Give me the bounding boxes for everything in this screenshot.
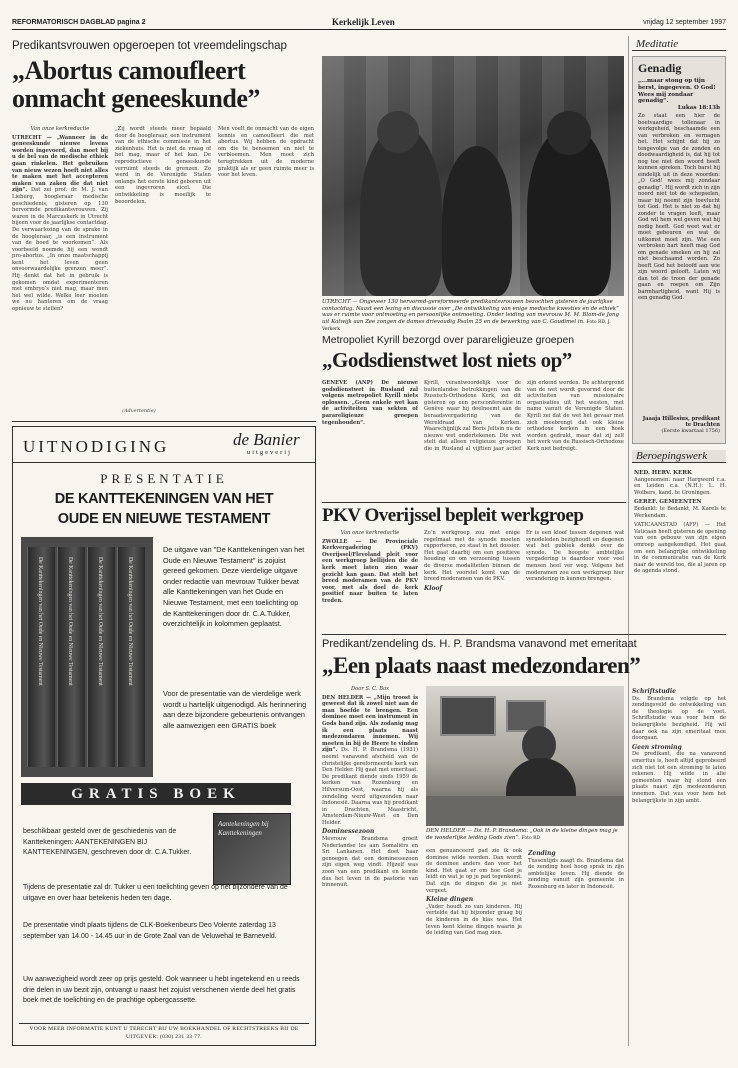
article3-col1 <box>322 530 418 630</box>
article1-col1 <box>12 126 108 406</box>
article1-byline: Van onze kerkredactie <box>30 126 90 132</box>
banier-brand: de Banier <box>233 430 300 449</box>
article2-body: Kyrill, verantwoordelijk voor de buitenlandse betrekkingen van de Russisch-Orthodoxe Kerk, zei dit gisteren op een persconferentie in Genève waar hij deelneemt aan de beraadsvergadering van de Wereldraad van Kerken. Waarschijnlijk zal Boris Jeltsin nu de nieuwe wet ondertekenen. Die wet stelt dat alleen religieuze groepen die in Rusland al vijftien jaar actief zijn erkend worden. De achtergrond van de wet wordt gevormd door de activiteiten van missionaire organisaties uit het westen, met name vanuit de Verenigde Staten. Kyrill zei dat de wet het gevaar met zich meebrengt dat ook kleine orthodoxe kerken in een hoek worden gedrukt, maar dat zij zelf het werk van de Russisch-Orthodoxe Kerk niet bedreigt. <box>424 380 624 452</box>
article3-lead: ZWOLLE — De Provinciale Kerkvergadering (PKV) Overijssel/Flevoland pleit voor een werkgroep bellijden die de kerk moet laten zien waar gezicht kan gaan. Dat stelt het breed moderamen van de PKV voor, met als doel de kerk positief naar buiten te laten treden. <box>322 538 418 604</box>
meditatie-author-note: (Eerste kwartaal 1756) <box>661 428 720 435</box>
book-set-image <box>21 537 153 777</box>
article4-body7: De predikant, die na vanavond emeritus is, heeft altijd geprobeerd zich niet tot een stroming te laten rekenen. Hij wilde in alle gemeenten waar hij stond een plaats naast zijn medezondaren innemen. Dat was voor hem het belangrijkste in zijn ambt. <box>632 751 726 804</box>
geref-heading: GEREF. GEMEENTEN <box>634 499 702 506</box>
article3-body: Zo’n werkgroep zou met enige regelmaat met de synode moeten rapporteren, zo staat in het dossier. Het gaat daarbij om een positieve houding en om verzoening tussen de diverse modaliteiten binnen de kerk. Het voorstel komt van de breed moderamen van de PKV. <box>424 530 520 583</box>
article4-kicker: Predikant/zendeling ds. H. P. Brandsma vanavond met emeritaat <box>322 638 637 650</box>
banier-brand-sub: uitgeverij <box>247 449 292 456</box>
article1-lead: UTRECHT — „Wanneer in de geneeskunde nieuwe levens worden ingevoerd, dan moet bij u de bel van de medische ethiek gaan rinkelen. Het gebruiken van nieuw wezen hoeft niet alles te maken met het accepteren maken van zaken die dat niet zijn”. <box>12 134 108 194</box>
banier-logo <box>233 431 313 461</box>
article4-sub3: Zending <box>528 850 556 857</box>
article1-body1: Dat zei prof. dr. M. J. van Lieburg, hoogleraar medische geschiedenis, gisteren op 130 hervormde predikantsvrouwen. Zij waren in de Marcuskerk in Utrecht bijeen voor de jaarlijkse contactdag. De verwaarlozing van de sprake in de hoogleraar, „is een instrument van de boed te voorkomen”. Als voorbeeld noemde hij een wondt pro-abortus. „In onze maatschappij kent het leven geen onvoorwaardelijke grenzen meer”. Hij denkt dat het in gebruik is gekomen omdat experimenteren met embryo’s niet mag, maar men het wel wilde. Welke leer moeten we nu hanteren om de vraag opnieuw te stellen? <box>12 187 108 313</box>
gratis-book-image <box>213 813 291 885</box>
article3-byline: Van onze kerkredactie <box>340 530 400 536</box>
ad-footer: VOOR MEER INFORMATIE KUNT U TERECHT BIJ UW BOEKHANDEL OF RECHTSTREEKS BIJ DE UITGEVER: (030) 231 33 77. <box>19 1023 309 1041</box>
meditatie-verse: „...maar stong op tijn berst, ingegeven. O God! Wees mij zondaar genadig”. <box>638 78 716 105</box>
gratis-boek-banner: GRATIS BOEK <box>21 783 291 805</box>
article4-body1: Ds. H. P. Brandsma (1931) neemt vanavond afscheid van de christelijke gereformeerde kerk van Den Helder. Hij gaat met emeritaat. De predikant diende sinds 1959 de kerken van Rozenburg en Hilversum-Oost, waarna hij als zendeling werd uitgezonden naar Indonesië. Daarna was hij predikant in Drachten, Maastricht, Amsterdam-Nieuw-West en Den Helder. <box>322 747 418 826</box>
ad-text-4: Tijdens de presentatie zal dr. Tukker u een toelichting geven op het bijzondere van de uitgave en over haar betekenis heden ten dage. <box>23 884 288 902</box>
article2-col2 <box>424 380 624 496</box>
newspaper-page <box>12 16 726 1056</box>
ad-title-2: OUDE EN NIEUWE TESTAMENT <box>57 511 271 527</box>
advert-label: (Advertentie) <box>122 408 156 414</box>
ned-herv-body: Aangenomen: naar Hargwerd c.a. en Leiden c.a. (N.H.): L. H. Wolbers, kand. te Groningen. <box>634 476 726 496</box>
beroepingswerk-body <box>634 470 726 620</box>
masthead <box>12 16 726 30</box>
ad-text-5: De presentatie vindt plaats tijdens de CLK-Boekenbeurs Deo Volente zaterdag 13 september van 14.00 - 14.45 uur in de Grote Zaal van de Veluwehal te Barneveld. <box>23 922 277 940</box>
brandsma-photo <box>426 686 624 826</box>
photo2-caption <box>426 828 624 842</box>
book-spine-4: De Kanttekeningen van het Oude en Nieuwe Testament <box>127 557 133 686</box>
article4-col3 <box>528 848 624 1054</box>
article4-sub4: Schriftstudie <box>632 688 676 695</box>
meditatie-box <box>632 56 726 444</box>
article1-headline-1: „Abortus camoufleert <box>12 56 246 85</box>
masthead-date: vrijdag 12 september 1997 <box>643 19 726 26</box>
article4-body4: „Vader houdt zo van kinderen. Hij vertelde dat hij bijzonder graag bij de kinderen in de klas was. Het leven kent kleine dingen waarin je de leiding van God mag zien. <box>426 903 522 937</box>
photo1-credit: Foto RD, J. Verkerk <box>322 319 611 333</box>
photo2-credit: Foto RD <box>521 835 541 841</box>
article2-kicker: Metropoliet Kyrill bezorgd over parareligieuze groepen <box>322 334 575 346</box>
ad-title-1: DE KANTTEKENINGEN VAN HET <box>54 491 274 507</box>
article1-kicker: Predikantsvrouwen opgeroepen tot vreemdelingschap <box>12 40 287 52</box>
article2-col1 <box>322 380 418 496</box>
article3-col3 <box>526 530 624 630</box>
article4-headline: „Een plaats naast medezondaren” <box>322 653 641 678</box>
ad-uitnodiging: UITNODIGING <box>23 437 170 456</box>
article3-sub1: Kloof <box>424 584 443 592</box>
article4-col2 <box>426 848 522 1054</box>
contactdag-photo <box>322 56 624 296</box>
meditatie-body: Zo staat een hier de boetvaardige tollenaar in werkgeheid, beschaamde een van verbroken en vernagen het. Het schijnt dat hij zo tengevolge van de zonden en doodwaardigheid is, dat hij tot nog toe niet den woord heeft kunnen spreken. Toch barst hij eindelijk uit in deze woorden: „O God! wees mij zondaar genadig”. Hij wordt zich in zijn noord niet tot de schepselen, maar hij neemt zijn toevlucht tot God. Het is niet zo dat hij zonder te vragen leeft, maar God wil hem wel geven wat hij nodig heeft. God weet wat er moet gebeuren en wat de uitkomst moet zijn. Wie een verbroken hart heeft mag God om genade smeken en hij zal niet beschaamd worden. Zo heeft God het beloofd aan wie zijn woord gelooft. Laten wij dan tot de troon der genade gaan en roepen om Zijn barmhartigheid, want Hij is een genadig God. <box>638 113 720 302</box>
book-spine-2: De Kanttekeningen van het Oude en Nieuwe Testament <box>67 557 73 686</box>
article2-lead: De nieuwe godsdienstwet in Rusland zal volgens metropoliet Kyrill niets oplossen. „Geen enkele wet kan de activiteiten van sekten of parareligieuze groepen tegenhouden”. <box>322 380 418 426</box>
meditatie-title: Meditatie <box>636 38 679 50</box>
article1-headline-2: onmacht geneeskunde” <box>12 84 260 113</box>
ad-text-2: Voor de presentatie van de vierdelige werk wordt u hartelijk uitgenodigd. Als herinnering aan deze bijzondere gebeurtenis ontvangen alle aanwezigen een GRATIS boek <box>163 689 307 730</box>
article2-byline: GENEVE (ANP) <box>322 380 374 386</box>
article4-body2: Mevrouw Brandsma groeit Nederlandse les aan Somaliërs en Sri Lankanen. Het doet haar genoegen dat een dominessezoon zijn eigen weg vindt. Hijzelf was zoon van een predikant en kende dus het leven in de pastorie van binnenuit. <box>322 836 418 889</box>
meditatie-heading: Genadig <box>638 61 682 75</box>
geref-body: Bedankt: te Bedankt, M. Karels te Werkendam. <box>634 505 726 519</box>
gratis-book-title: Aantekeningen bij Kanttekeningen <box>218 820 269 837</box>
article3-headline: PKV Overijssel bepleit werkgroep <box>322 505 584 526</box>
meditatie-ref: Lukas 18:13b <box>677 105 720 112</box>
ad-text-1: De uitgave van "De Kanttekeningen van het Oude en Nieuwe Testament" is zojuist gereed gekomen. Deze vierdelige uitgave onder redactie van mevrouw Tukker bevat alle Kanttekeningen van het Oude en Nieuwe Testament, met een toelichting op de Kanttekeningen door dr. C.A.Tukker, overzichtelijk in kolommen geplaatst. <box>163 545 305 629</box>
meditatie-header <box>632 38 726 51</box>
ad-presentatie: PRESENTATIE <box>100 471 228 486</box>
vaticaanstad-body: VATICAANSTAD (AFP) — Het Vaticaan heeft gisteren de opening van een gebouw van zijn eigen omroep aangekondigd. Het gaat om een belangrijke ontwikkeling in de communicatie van de Kerk naar de wereld toe, die al jaren op de agenda stond. <box>634 522 726 575</box>
article4-sub5: Geen stroming <box>632 743 682 751</box>
article1-body3: Men voelt de onmacht van de eigen kennis en camoufleert die met abortus. Wij hebben de opdracht om die te benoemen en niet te verbloemen. Men moet zich terugtrekken uit de moderne praktijk als er geen ruimte meer is voor het leven. <box>218 126 314 179</box>
article1-col2 <box>115 126 211 406</box>
article3-col2 <box>424 530 520 630</box>
banier-advertisement <box>12 426 316 1046</box>
photo2-caption-text: DEN HELDER — Ds. H. P. Brandsma: „Ook in de kleine dingen mag je de wonderlijke leiding Gods zien”. <box>426 828 618 841</box>
beroepingswerk-header <box>632 450 726 463</box>
book-spine-3: De Kanttekeningen van het Oude en Nieuwe Testament <box>97 557 103 686</box>
article4-body3: een genuanceerd pad zie ik ook dominee wilde worden. Dan wordt de dominee anders dan voor het kind. Het gaat er om hoe God je leidt en wat je op je pad tegenkomt. Dat zijn de dingen die je niet vergeet. <box>426 848 522 894</box>
beroepingswerk-title: Beroepingswerk <box>636 450 708 462</box>
article1-body2: „Zij wordt steeds meer bepaald door de hoogleraar, een instrument van de ethische commissie in het ziekenhuis. Het is niet de vraag of het mag, maar of het kan. De reproductieve geneeskunde verruimt steeds de grenzen. Zo werd in de Verenigde Staten onlangs het eerste kind geboren uit een ingevroren eicel. Die ontwikkeling is moeilijk te beoordelen. <box>115 126 211 205</box>
photo1-caption-text: UTRECHT — Ongeveer 130 hervormd-gereformeerde predikantsvrouwen bezochten gisteren de jaarlijkse contactdag. Naast een lezing en discussie over „De ontwikkeling van enige medische kwesties en de ethiek” was er ruimte voor ontmoeting en persoonlijke ontmoeting. Onder leiding van mevrouw M. M. Blom-de Jong uit Katwijk aan Zee zongen de dames drievoudig Psalm 25 en de bewerking van C. Goudimel in. <box>322 299 619 325</box>
article4-byline: Door S. C. Bax <box>350 686 390 692</box>
article4-sub2: Kleine dingen <box>426 896 474 904</box>
meditatie-author: Jaaaja Hillesius, predikant te Drachten <box>642 416 720 429</box>
photo1-caption <box>322 299 624 334</box>
article4-lead: DEN HELDER — „Mijn troost is geweest dat ik zowel niet aan de man hoefde te brengen. Een dominee moet een instrument in Gods hand zijn. Als zodanig mag ik een plaats naast medezondaren innemen. Wij moeten in bij de Heere te vinden zijn”. <box>322 694 418 754</box>
section-title: Kerkelijk Leven <box>332 17 395 27</box>
ad-header-row <box>13 427 315 463</box>
article4-col1 <box>322 686 418 1054</box>
ned-herv-heading: NED. HERV. KERK <box>634 470 692 476</box>
masthead-left: REFORMATORISCH DAGBLAD pagina 2 <box>12 19 146 26</box>
article4-sub1: Dominessezoon <box>322 828 375 836</box>
ad-text-6: Uw aanwezigheid wordt zeer op prijs gesteld. Ook wanneer u hebt ingetekend en u reeds drie delen in uw bezit zijn, ontvangt u naast het zojuist verschenen vierde deel het gratis boek met de toelichting en de prachtige opbergcassette. <box>23 976 300 1004</box>
article4-col4 <box>632 686 726 1054</box>
article1-col3 <box>218 126 314 406</box>
article2-headline: „Godsdienstwet lost niets op” <box>322 348 572 372</box>
book-spine-1: De Kanttekeningen van het Oude en Nieuwe Testament <box>37 557 43 686</box>
article4-body5: Tussentijds zaagt ds. Brandsma dat de zending heel hoog sprak in zijn ambtelijke leven. Hij diende de zending vanuit zijn gemeente in Rozenburg en later in Indonesië. <box>528 857 624 890</box>
ad-text-3: beschikbaar gesteld over de geschiedenis van de Kanttekeningen: AANTEKENINGEN BIJ KANTTEKENINGEN, geschreven door dr. C.A.Tukker. <box>23 828 192 856</box>
article4-body6: Ds. Brandsma volgde op het zendingsveld de ontwikkeling van de theologie op de voet. Schriftstudie was voor hem de belangrijkste bezigheid. Hij wil daar ook na zijn emeritaat mee doorgaan. <box>632 695 726 742</box>
article3-body2: Er is een kloof tussen degenen wat synodeleden bezighoudt en degenen wat het publiek denkt over de synode. De hoogste ambtelijke vergadering is daardoor voor veel mensen heel ver weg. Volgens het moderamen zou een werkgroep hier verandering in kunnen brengen. <box>526 530 624 583</box>
